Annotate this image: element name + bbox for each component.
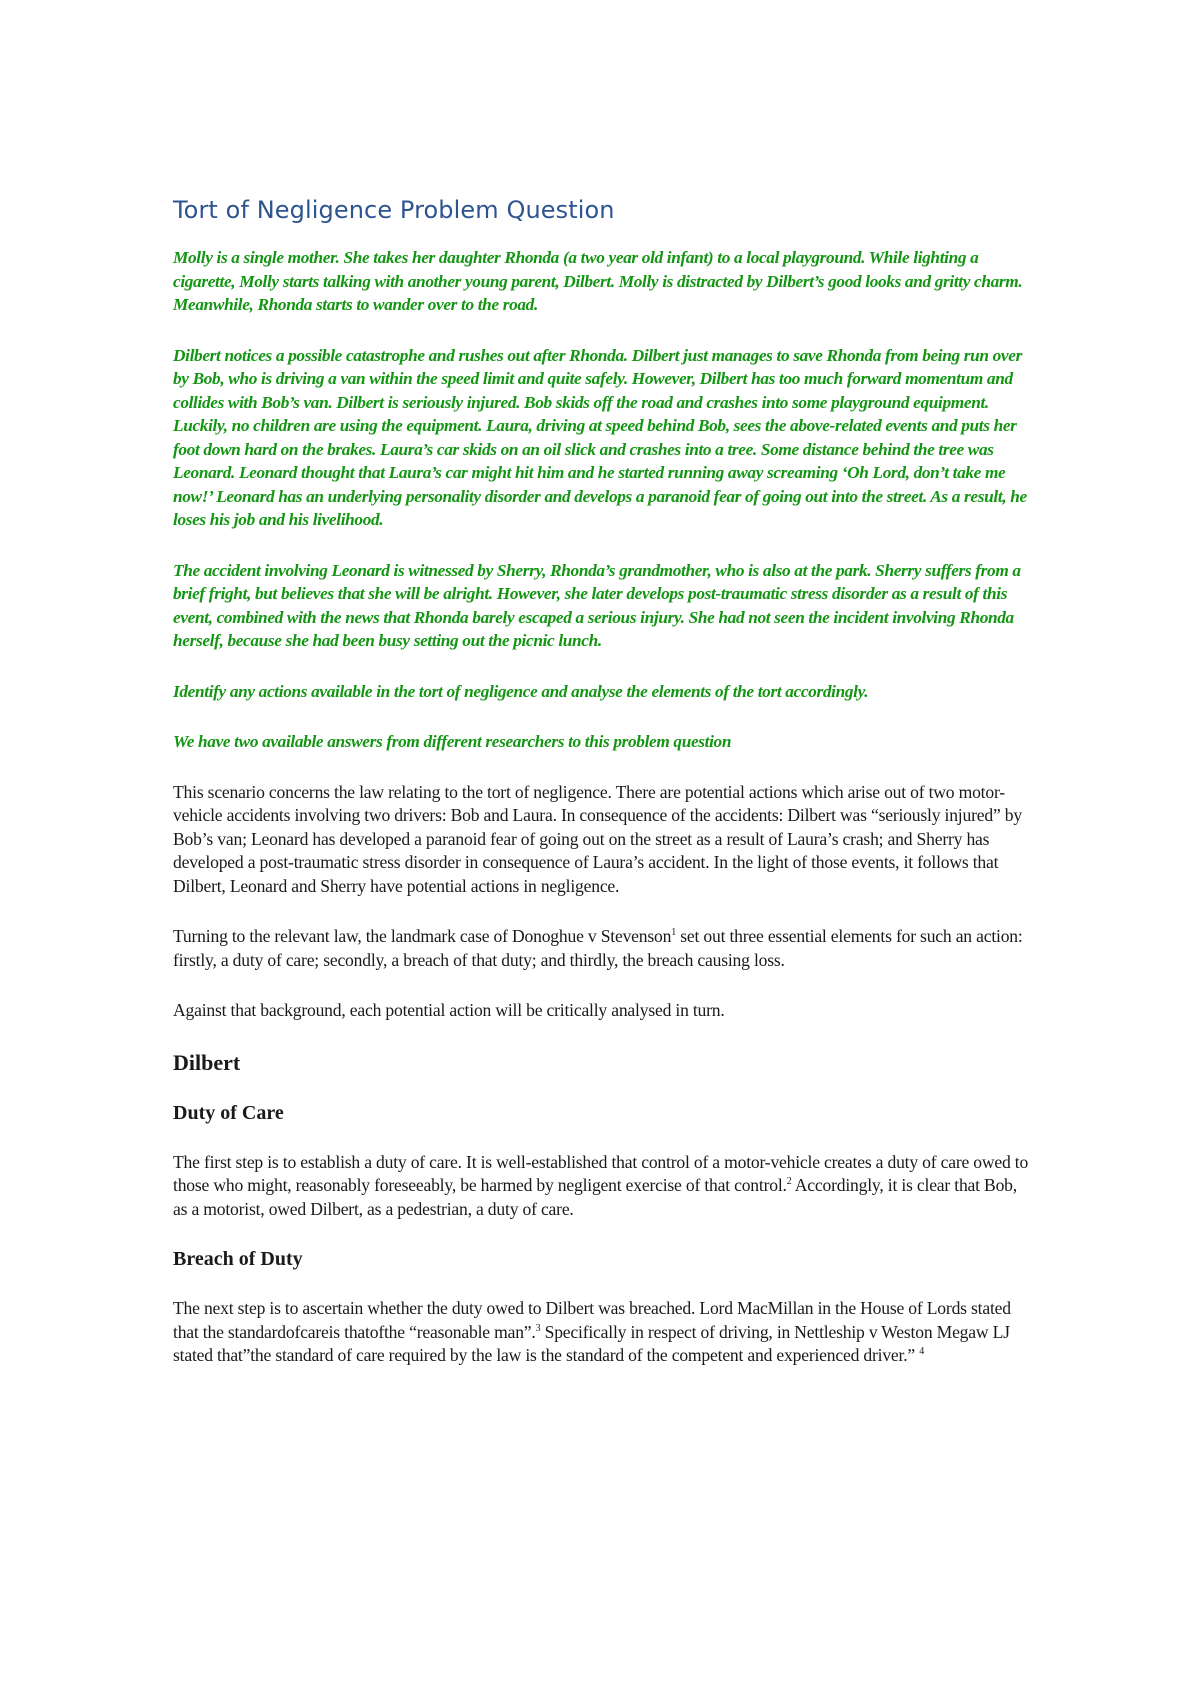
question-paragraph-1: Molly is a single mother. She takes her daughter Rhonda (a two year old infant) to a local playground. While lighting a cigarette, Molly starts talking with another young parent, Dilbert. Molly is distracted by Dilbert’s good looks and gritty charm. Meanwhile, Rhonda starts to wander over to the road. [173,248,1023,314]
section-heading-dilbert: Dilbert [173,1049,241,1075]
breach-text-b: Specifically in respect of driving, in Nettleship v Weston Megaw LJ stated that”the standard of care required by the law is the standard of the competent and experienced driver.” [173,1321,1010,1365]
law-paragraph [173,925,1033,972]
document-page [173,196,1033,1395]
question-paragraph-3: The accident involving Leonard is witnessed by Sherry, Rhonda’s grandmother, who is also at the park. Sherry suffers from a brief fright, but believes that she will be alright. However, she later develops post-traumatic stress disorder as a result of this event, combined with the news that Rhonda barely escaped a serious injury. She had not seen the incident involving Rhonda herself, because she had been busy setting out the picnic lunch. [173,560,1021,650]
breach-paragraph [173,1297,1033,1368]
intro-paragraph: This scenario concerns the law relating to the tort of negligence. There are potential actions which arise out of two motor-vehicle accidents involving two drivers: Bob and Laura. In consequence of the accidents: Dilbert was “seriously injured” by Bob’s van; Leonard has developed a paranoid fear of going out on the street as a result of Laura’s crash; and Sherry has developed a post-traumatic stress disorder in consequence of Laura’s accident. In the light of those events, it follows that Dilbert, Leonard and Sherry have potential actions in negligence. [173,781,1022,896]
duty-text-a: The first step is to establish a duty of care. It is well-established that control of a motor-vehicle creates a duty of care owed to those who might, reasonably foreseeably, be harmed by negligent exercise of that control. [173,1151,1029,1195]
problem-question [173,246,1033,754]
document-title: Tort of Negligence Problem Question [173,196,615,224]
footnote-ref-2[interactable]: 2 [786,1176,792,1188]
answer-body [173,781,1033,1368]
subheading-duty-of-care: Duty of Care [173,1101,284,1124]
question-note: We have two available answers from different researchers to this problem question [173,732,732,751]
breach-text-a: The next step is to ascertain whether the duty owed to Dilbert was breached. Lord MacMillan in the House of Lords stated that the standardofcareis thatofthe “reasonable man”. [173,1298,1011,1342]
duty-text-b: Accordingly, it is clear that Bob, as a motorist, owed Dilbert, as a pedestrian, a duty of care. [173,1175,1017,1219]
footnote-ref-1[interactable]: 1 [671,927,677,939]
duty-paragraph [173,1151,1033,1222]
background-paragraph: Against that background, each potential action will be critically analysed in turn. [173,1000,725,1020]
subheading-breach-of-duty: Breach of Duty [173,1248,303,1270]
law-text-b: set out three essential elements for such an action: firstly, a duty of care; secondly, a breach of that duty; and thirdly, the breach causing loss. [173,926,1023,970]
question-paragraph-2: Dilbert notices a possible catastrophe and rushes out after Rhonda. Dilbert just manages to save Rhonda from being run over by Bob, who is driving a van within the speed limit and quite safely. However, Dilbert has too much forward momentum and collides with Bob’s van. Dilbert is seriously injured. Bob skids off the road and crashes into some playground equipment. Luckily, no children are using the equipment. Laura, driving at speed behind Bob, sees the above-related events and puts her foot down hard on the brakes. Laura’s car skids on an oil slick and crashes into a tree. Some distance behind the tree was Leonard. Leonard thought that Laura’s car might hit him and he started running away screaming ‘Oh Lord, don’t take me now!’ Leonard has an underlying personality disorder and develops a paranoid fear of going out into the street. As a result, he loses his job and his livelihood. [173,345,1027,529]
law-text-a: Turning to the relevant law, the landmark case of Donoghue v Stevenson [173,926,672,946]
question-instruction: Identify any actions available in the tort of negligence and analyse the elements of the tort accordingly. [173,681,869,701]
footnote-ref-4[interactable]: 4 [919,1346,925,1358]
footnote-ref-3[interactable]: 3 [535,1322,541,1334]
